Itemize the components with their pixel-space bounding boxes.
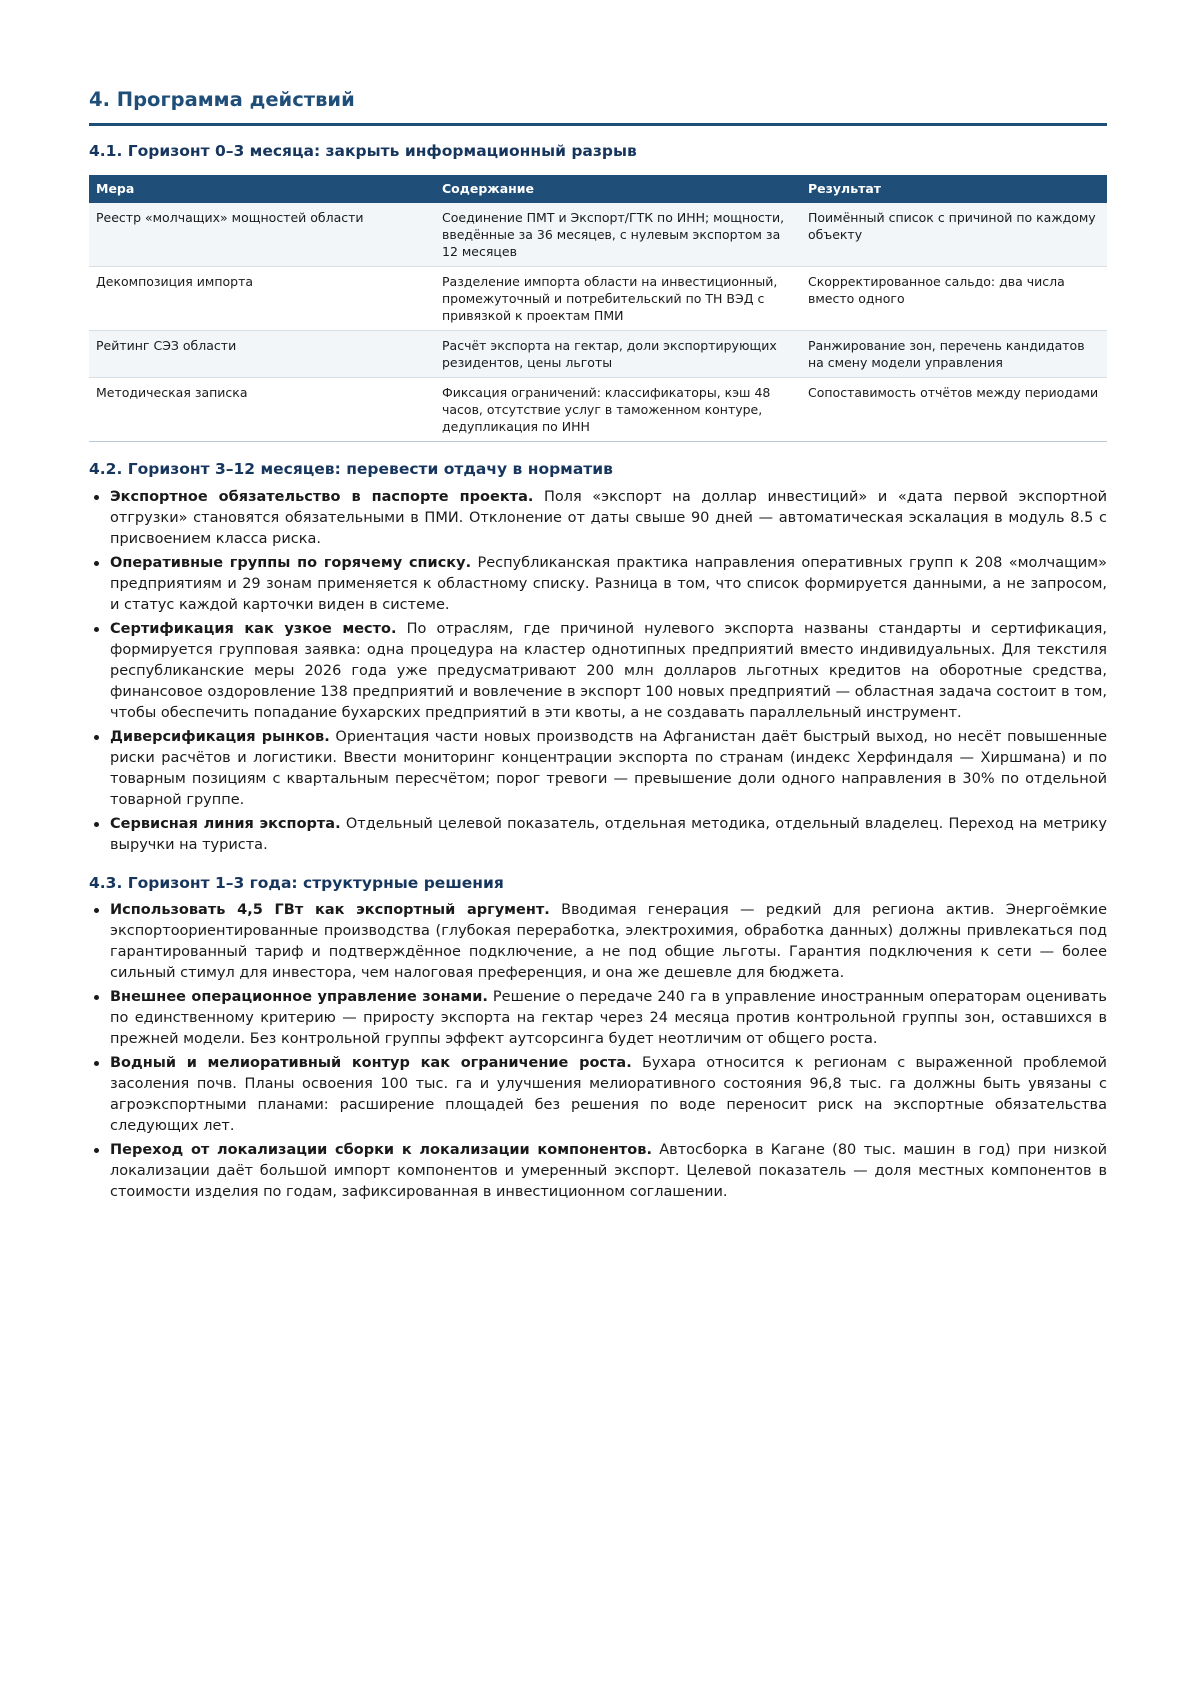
list-item — [110, 1053, 1107, 1137]
list-item-lead: Сертификация как узкое место. — [110, 620, 397, 637]
list-item — [110, 553, 1107, 616]
list-item-text: Ориентация части новых производств на Афганистан даёт быстрый выход, но несёт повышенные риски расчётов и логистики. Ввести мониторинг концентрации экспорта по странам (индекс Херфиндаля — Хиршмана) и по товарным позициям с квартальным пересчётом; порог тревоги — превышение доли одного направления в 30% по отдельной товарной группе. — [110, 728, 1108, 808]
table-cell: Декомпозиция импорта — [89, 266, 435, 330]
bullet-list-4-3 — [89, 900, 1107, 1203]
list-item-text: Автосборка в Кагане (80 тыс. машин в год) при низкой локализации даёт большой импорт компонентов и умеренный экспорт. Целевой показатель — доля местных компонентов в стоимости изделия по годам, зафиксированная в инвестиционном соглашении. — [110, 1142, 1107, 1201]
document-page — [89, 88, 1107, 1206]
list-item-lead: Оперативные группы по горячему списку. — [110, 554, 472, 571]
table-row — [89, 203, 1107, 267]
list-item-lead: Переход от локализации сборки к локализации компонентов. — [110, 1142, 652, 1159]
table-cell: Разделение импорта области на инвестиционный, промежуточный и потребительский по ТН ВЭД с привязкой к проектам ПМИ — [435, 266, 801, 330]
table-cell: Скорректированное сальдо: два числа вместо одного — [801, 266, 1107, 330]
list-item — [110, 727, 1107, 811]
list-item-lead: Экспортное обязательство в паспорте проекта. — [110, 488, 534, 505]
list-item-lead: Использовать 4,5 ГВт как экспортный аргумент. — [110, 902, 550, 919]
list-item-text: Решение о передаче 240 га в управление иностранным операторам оценивать по единственному критерию — приросту экспорта на гектар через 24 месяца против контрольной группы зон, оставшихся в прежней модели. Без контрольной группы эффект аутсорсинга будет неотличим от общего роста. — [110, 989, 1107, 1048]
subsection-title-4-3: 4.3. Горизонт 1–3 года: структурные решения — [89, 873, 504, 892]
list-item-text: Поля «экспорт на доллар инвестиций» и «дата первой экспортной отгрузки» становятся обязательными в ПМИ. Отклонение от даты свыше 90 дней — автоматическая эскалация в модуль 8.5 с присвоением класса риска. — [110, 488, 1107, 547]
table-cell: Сопоставимость отчётов между периодами — [801, 377, 1107, 441]
list-item — [110, 900, 1107, 984]
list-item-text: Отдельный целевой показатель, отдельная методика, отдельный владелец. Переход на метрику выручки на туриста. — [110, 815, 1107, 853]
list-item-lead: Диверсификация рынков. — [110, 728, 330, 745]
table-cell: Соединение ПМТ и Экспорт/ГТК по ИНН; мощности, введённые за 36 месяцев, с нулевым экспортом за 12 месяцев — [435, 203, 801, 267]
list-item — [110, 814, 1107, 856]
table-header-cell: Результат — [801, 175, 1107, 203]
table-row — [89, 377, 1107, 441]
list-item-text: Вводимая генерация — редкий для региона актив. Энергоёмкие экспортоориентированные производства (глубокая переработка, электрохимия, обработка данных) должны привлекаться под гарантированный тариф и подтверждённое подключение, а не под общие льготы. Гарантия подключения к сети — более сильный стимул для инвестора, чем налоговая преференция, и она же дешевле для бюджета. — [110, 902, 1107, 982]
table-cell: Расчёт экспорта на гектар, доли экспортирующих резидентов, цены льготы — [435, 330, 801, 377]
table-cell: Реестр «молчащих» мощностей области — [89, 203, 435, 267]
list-item-lead: Сервисная линия экспорта. — [110, 815, 341, 832]
table-cell: Ранжирование зон, перечень кандидатов на смену модели управления — [801, 330, 1107, 377]
list-item — [110, 619, 1107, 724]
section-title: 4. Программа действий — [89, 88, 1107, 126]
bullet-list-4-2 — [89, 487, 1107, 856]
subsection-title-4-1: 4.1. Горизонт 0–3 месяца: закрыть информационный разрыв — [89, 142, 637, 161]
list-item-text: Бухара относится к регионам с выраженной проблемой засоления почв. Планы освоения 100 тыс. га и улучшения мелиоративного состояния 96,8 тыс. га должны быть увязаны с агроэкспортными планами: расширение площадей без решения по воде переносит риск на экспортные обязательства следующих лет. — [110, 1055, 1107, 1135]
list-item — [110, 487, 1107, 550]
table-header-row — [89, 175, 1107, 203]
table-header-cell: Содержание — [435, 175, 801, 203]
table-row — [89, 266, 1107, 330]
measures-table — [89, 175, 1107, 442]
table-header-cell: Мера — [89, 175, 435, 203]
table-cell: Методическая записка — [89, 377, 435, 441]
list-item — [110, 1140, 1107, 1203]
list-item — [110, 987, 1107, 1050]
list-item-text: По отраслям, где причиной нулевого экспорта названы стандарты и сертификация, формируется групповая заявка: одна процедура на кластер однотипных предприятий вместо индивидуальных. Для текстиля республиканские меры 2026 года уже предусматривают 200 млн долларов льготных кредитов на оборотные средства, финансовое оздоровление 138 предприятий и вовлечение в экспорт 100 новых предприятий — областная задача состоит в том, чтобы обеспечить попадание бухарских предприятий в эти квоты, а не создавать параллельный инструмент. — [110, 620, 1107, 721]
table-row — [89, 330, 1107, 377]
list-item-text: Республиканская практика направления оперативных групп к 208 «молчащим» предприятиям и 29 зонам применяется к областному списку. Разница в том, что список формируется данными, а не запросом, и статус каждой карточки виден в системе. — [110, 554, 1107, 613]
subsection-title-4-2: 4.2. Горизонт 3–12 месяцев: перевести отдачу в норматив — [89, 459, 613, 478]
table-cell: Рейтинг СЭЗ области — [89, 330, 435, 377]
list-item-lead: Внешнее операционное управление зонами. — [110, 989, 488, 1006]
list-item-lead: Водный и мелиоративный контур как ограничение роста. — [110, 1055, 632, 1072]
table-cell: Фиксация ограничений: классификаторы, кэш 48 часов, отсутствие услуг в таможенном контуре, дедупликация по ИНН — [435, 377, 801, 441]
table-cell: Поимённый список с причиной по каждому объекту — [801, 203, 1107, 267]
